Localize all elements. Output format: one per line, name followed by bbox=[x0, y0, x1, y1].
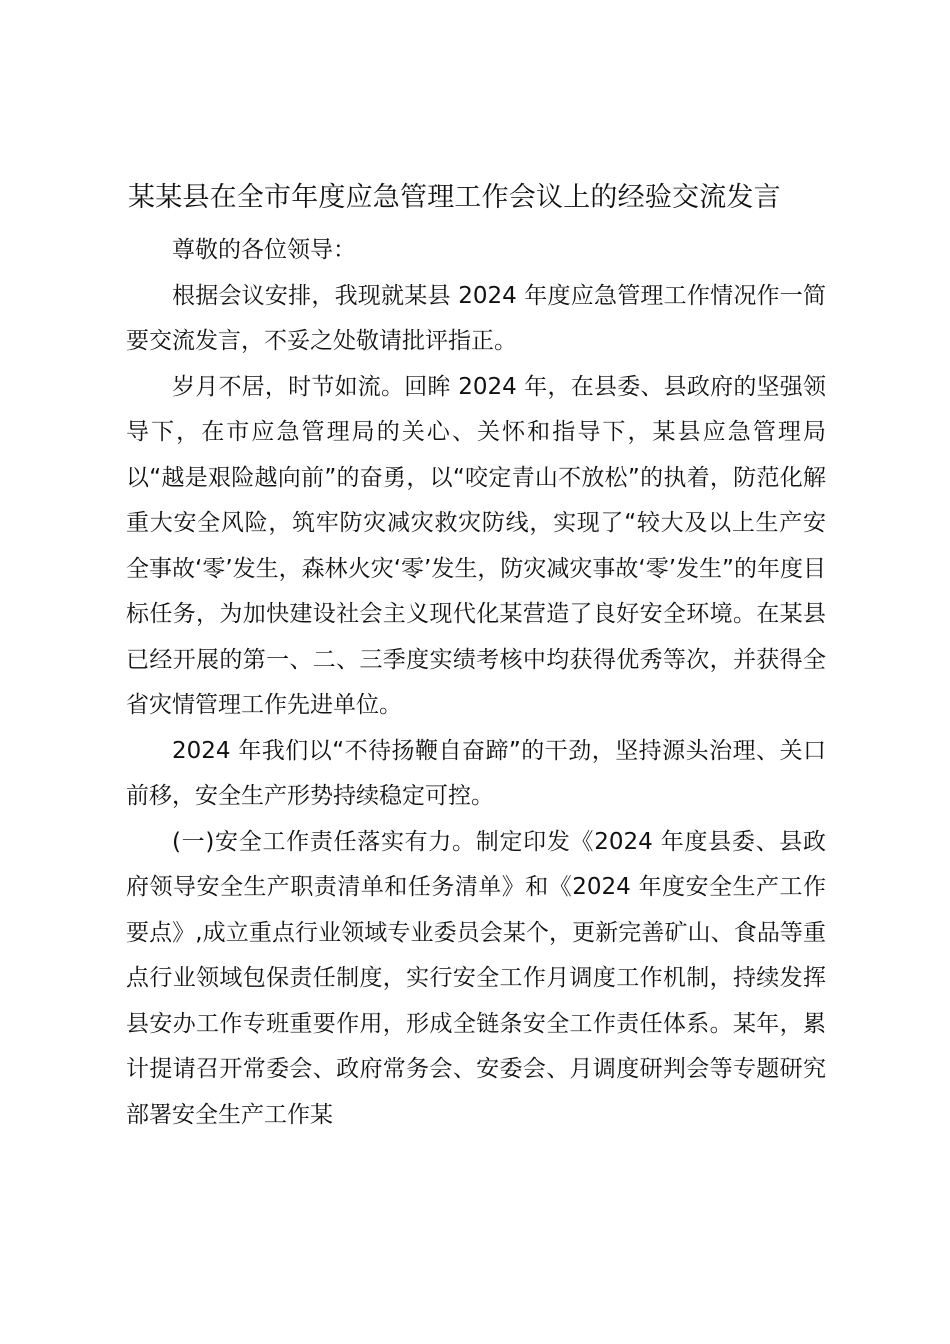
document-title: 某某县在全市年度应急管理工作会议上的经验交流发言 bbox=[128, 182, 781, 213]
intro-paragraph: 根据会议安排，我现就某县 2024 年度应急管理工作情况作一简要交流发言，不妥之处敬请批评指正。 bbox=[126, 282, 826, 354]
salutation-paragraph: 尊敬的各位领导： bbox=[172, 237, 356, 263]
section-one-paragraph: (一)安全工作责任落实有力。制定印发《2024 年度县委、县政府领导安全生产职责清单和任务清单》和《2024 年度安全生产工作要点》,成立重点行业领域专业委员会某个，更新完善矿山、食品等重点行业领域包保责任制度，实行安全工作月调度工作机制，持续发挥县安办工作专班重要作用，形成全链条安全工作责任体系。某年，累计提请召开常委会、政府常务会、安委会、月调度研判会等专题研究部署安全生产工作某 bbox=[126, 828, 826, 1128]
summary-paragraph: 2024 年我们以“不待扬鞭自奋蹄”的干劲，坚持源头治理、关口前移，安全生产形势持续稳定可控。 bbox=[126, 737, 826, 809]
review-paragraph: 岁月不居，时节如流。回眸 2024 年，在县委、县政府的坚强领导下，在市应急管理局的关心、关怀和指导下，某县应急管理局以“越是艰险越向前”的奋勇，以“咬定青山不放松”的执着，防范化解重大安全风险，筑牢防灾减灾救灾防线，实现了“较大及以上生产安全事故‘零’发生，森林火灾‘零’发生，防灾减灾事故‘零’发生”的年度目标任务，为加快建设社会主义现代化某营造了良好安全环境。在某县已经开展的第一、二、三季度实绩考核中均获得优秀等次，并获得全省灾情管理工作先进单位。 bbox=[126, 373, 826, 718]
document-body bbox=[126, 228, 826, 1138]
